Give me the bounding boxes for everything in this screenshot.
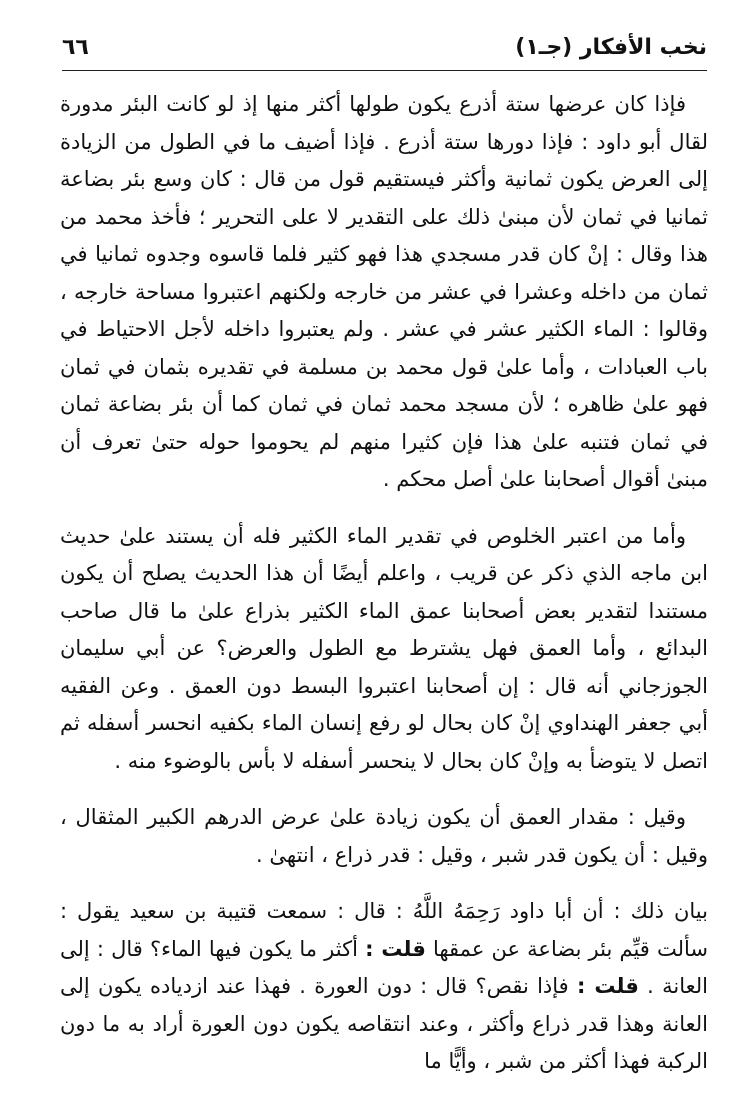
running-title: نخب الأفكار (جـ١) bbox=[515, 35, 707, 60]
qultu-marker-2: قلت : bbox=[577, 974, 639, 998]
header-divider bbox=[62, 70, 707, 71]
paragraph-4 bbox=[60, 893, 708, 1081]
paragraph-4-part-1: بيان ذلك : أن أبا داود رَحِمَهُ اللَّهُ : قال : سمعت قتيبة بن سعيد يقول : سألت قيِّم بئر بضاعة عن عمقها bbox=[60, 899, 708, 961]
paragraph-3: وقيل : مقدار العمق أن يكون زيادة علىٰ عرض الدرهم الكبير المثقال ، وقيل : أن يكون قدر شبر ، وقيل : قدر ذراع ، انتهىٰ . bbox=[60, 805, 708, 867]
paragraph-2: وأما من اعتبر الخلوص في تقدير الماء الكثير فله أن يستند علىٰ حديث ابن ماجه الذي ذكر عن قريب ، واعلم أيضًا أن هذا الحديث يصلح أن يكون مستندا لتقدير بعض أصحابنا عمق الماء الكثير بذراع علىٰ ما قال صاحب البدائع ، وأما العمق فهل يشترط مع الطول والعرض؟ عن أبي سليمان الجوزجاني أنه قال : إن أصحابنا اعتبروا البسط دون العمق . وعن الفقيه أبي جعفر الهنداوي إنْ كان بحال لو رفع إنسان الماء بكفيه انحسر أسفله ثم اتصل لا يتوضأ به وإنْ كان بحال لا ينحسر أسفله لا بأس بالوضوء منه . bbox=[60, 523, 708, 773]
paragraph-4-part-3: فإذا نقص؟ قال : دون العورة . فهذا عند ازدياده يكون إلى العانة وهذا قدر ذراع وأكثر ، وعند انتقاصه يكون دون العورة أراد به ما دون الركبة فهذا أكثر من شبر ، وأيًّا ما bbox=[60, 974, 708, 1073]
main-text bbox=[60, 86, 708, 1081]
page-header bbox=[62, 34, 707, 70]
qultu-marker-1: قلت : bbox=[365, 936, 426, 961]
paragraph-1: فإذا كان عرضها ستة أذرع يكون طولها أكثر منها إذ لو كانت البئر مدورة لقال أبو داود : فإذا دورها ستة أذرع . فإذا أضيف ما في الطول من الزيادة إلى العرض يكون ثمانية وأكثر فيستقيم قول من قال : كان وسع بئر بضاعة ثمانيا في ثمان لأن مبنىٰ ذلك على التقدير لا على التحرير ؛ فأخذ محمد من هذا وقال : إنْ كان قدر مسجدي هذا فهو كثير فلما قاسوه وجدوه ثمانيا في ثمان من داخله وعشرا في عشر من خارجه ولكنهم اعتبروا مساحة خارجه ، وقالوا : الماء الكثير عشر في عشر . ولم يعتبروا داخله لأجل الاحتياط في باب العبادات ، وأما علىٰ قول محمد بن مسلمة في تقديره بثمان في ثمان فهو علىٰ ظاهره ؛ لأن مسجد محمد ثمان في ثمان كما أن بئر بضاعة ثمان في ثمان فتنبه علىٰ هذا فإن كثيرا منهم لم يحوموا حوله حتىٰ تعرف أن مبنىٰ أقوال أصحابنا علىٰ أصل محكم . bbox=[60, 92, 708, 491]
paragraph-4-part-2: أكثر ما يكون فيها الماء؟ قال : إلى العانة . bbox=[60, 936, 709, 998]
page-number: ٦٦ bbox=[62, 35, 89, 60]
